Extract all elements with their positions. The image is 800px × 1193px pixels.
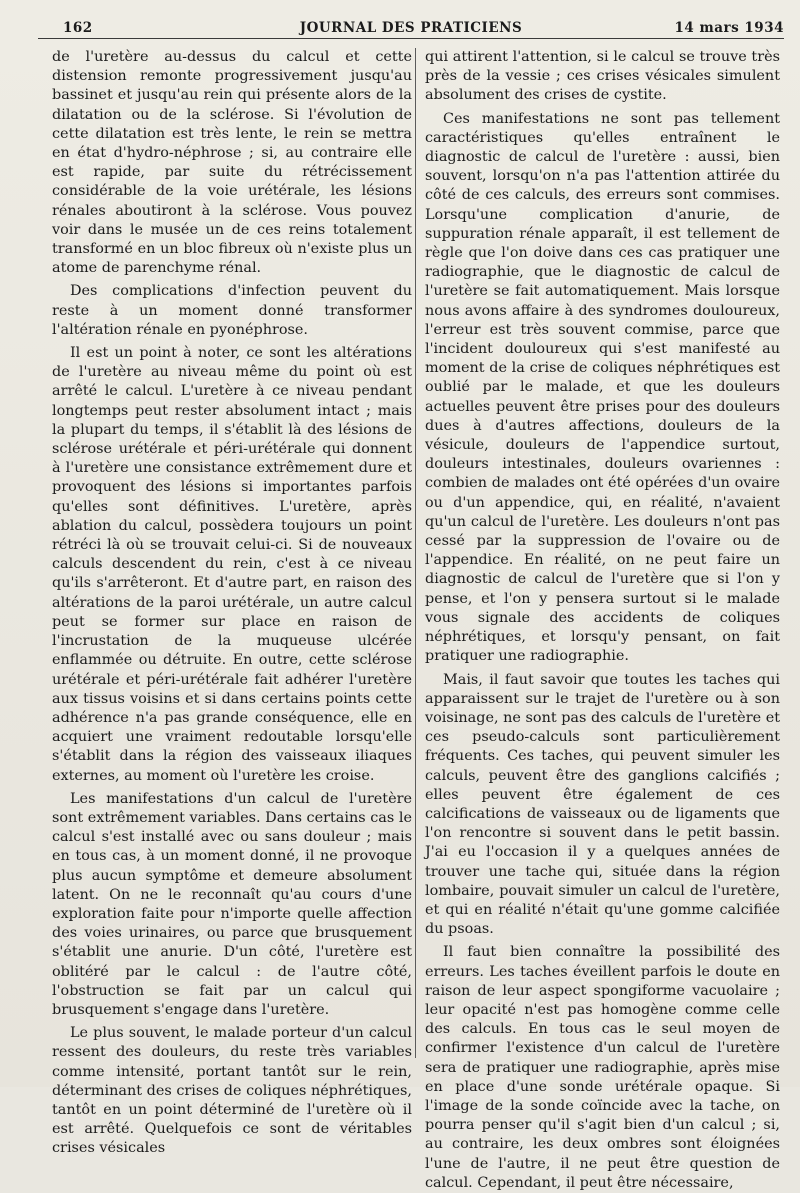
left-column [52, 48, 412, 1159]
paragraph: de l'uretère au-dessus du calcul et cette distension remonte progressivement jusqu'au bassinet et jusqu'au rein qui présente alors de la dilatation ou de la sclérose. Si l'évolution de cette dilatation est très lente, le rein se mettra en état d'hydro-néphrose ; si, au contraire elle est rapide, par suite du rétrécissement considérable de la voie urétérale, les lésions rénales aboutiront à la sclérose. Vous pouvez voir dans le musée un de ces reins totalement transformé en un bloc fibreux où n'existe plus un atome de parenchyme rénal. [52, 49, 412, 277]
paragraph: Il faut bien connaître la possibilité des erreurs. Les taches éveillent parfois le doute en raison de leur aspect spongiforme vacuolaire ; leur opacité n'est pas homogène comme celle des calculs. En tous cas le seul moyen de confirmer l'existence d'un calcul de l'uretère sera de pratiquer une radiographie, après mise en place d'une sonde urétérale opaque. Si l'image de la sonde coïncide avec la tache, on pourra penser qu'il s'agit bien d'un calcul ; si, au contraire, les deux ombres sont éloignées l'une de l'autre, il ne peut être question de calcul. Cependant, il peut être nécessaire, [425, 944, 780, 1191]
paragraph: Il est un point à noter, ce sont les altérations de l'uretère au niveau même du point où est arrêté le calcul. L'uretère à ce niveau pendant longtemps peut rester absolument intact ; mais la plupart du temps, il s'établit là des lésions de sclérose urétérale et péri-urétérale qui donnent à l'uretère une consistance extrêmement dure et provoquent des lésions si importantes parfois qu'elles sont définitives. L'uretère, après ablation du calcul, possèdera toujours un point rétréci là où se trouvait celui-ci. Si de nouveaux calculs descendent du rein, c'est à ce niveau qu'ils s'arrêteront. Et d'autre part, en raison des altérations de la paroi urétérale, un autre calcul peut se former sur place en raison de l'incrustation de la muqueuse ulcérée enflammée ou détruite. En outre, cette sclérose urétérale et péri-urétérale fait adhérer l'uretère aux tissus voisins et si dans certains points cette adhérence n'a pas grande conséquence, elle en acquiert une vraiment redoutable lorsqu'elle s'établit dans la région des vaisseaux iliaques externes, au moment où l'uretère les croise. [52, 345, 412, 784]
paragraph: Ces manifestations ne sont pas tellement caractéristiques qu'elles entraînent le diagnostic de calcul de l'uretère : aussi, bien souvent, lorsqu'on n'a pas l'attention attirée du côté de ces calculs, des erreurs sont commises. Lorsqu'une complication d'anurie, de suppuration rénale apparaît, il est tellement de règle que l'on doive dans ces cas pratiquer une radiographie, que le diagnostic de calcul de l'uretère se fait automatiquement. Mais lorsque nous avons affaire à des syndromes douloureux, l'erreur est très souvent commise, parce que l'incident douloureux qui s'est manifesté au moment de la crise de coliques néphrétiques est oublié par le malade, et que les douleurs actuelles peuvent être prises pour des douleurs dues à d'autres affections, douleurs de la vésicule, douleurs de l'appendice surtout, douleurs intestinales, douleurs ovariennes : combien de malades ont été opérées d'un ovaire ou d'un appendice, qui, en réalité, n'avaient qu'un calcul de l'uretère. Les douleurs n'ont pas cessé par la suppression de l'ovaire ou de l'appendice. En réalité, on ne peut faire un diagnostic de calcul de l'uretère que si l'on y pense, et l'on y pensera surtout si le malade vous signale des accidents de coliques néphrétiques, et lorsqu'y pensant, on fait pratiquer une radiographie. [425, 110, 780, 665]
journal-title: JOURNAL DES PRATICIENS [299, 20, 523, 36]
paragraph: Le plus souvent, le malade porteur d'un calcul ressent des douleurs, du reste très variables comme intensité, portant tantôt sur le rein, déterminant des crises de coliques néphrétiques, tantôt en un point déterminé de l'uretère où il est arrêté. Quelquefois ce sont de véritables crises vésicales [52, 1025, 412, 1157]
page-number: 162 [63, 20, 93, 36]
paragraph: qui attirent l'attention, si le calcul se trouve très près de la vessie ; ces crises vésicales simulent absolument des crises de cystite. [425, 49, 780, 104]
paragraph: Les manifestations d'un calcul de l'uretère sont extrêmement variables. Dans certains cas le calcul s'est installé avec ou sans douleur ; mais en tous cas, à un moment donné, il ne provoque plus aucun symptôme et demeure absolument latent. On ne le reconnaît qu'au cours d'une exploration faite pour n'importe quelle affection des voies urinaires, ou parce que brusquement s'établit une anurie. D'un côté, l'uretère est oblitéré par le calcul : de l'autre côté, l'obstruction se fait par un calcul qui brusquement s'engage dans l'uretère. [52, 790, 412, 1018]
column-divider [415, 48, 416, 1058]
paragraph: Mais, il faut savoir que toutes les taches qui apparaissent sur le trajet de l'uretère ou à son voisinage, ne sont pas des calculs de l'uretère et ces pseudo-calculs sont particulièrement fréquents. Ces taches, qui peuvent simuler les calculs, peuvent être des ganglions calcifiés ; elles peuvent être également de ces calcifications de vaisseaux ou de ligaments que l'on rencontre si souvent dans le petit bassin. J'ai eu l'occasion il y a quelques années de trouver une tache qui, située dans la région lombaire, pouvait simuler un calcul de l'uretère, et qui en réalité n'était qu'une gomme calcifiée du psoas. [425, 671, 780, 938]
right-column [425, 48, 780, 1193]
paragraph: Des complications d'infection peuvent du reste à un moment donné transformer l'altération rénale en pyonéphrose. [52, 283, 412, 338]
page-header [38, 18, 784, 39]
issue-date: 14 mars 1934 [674, 20, 784, 36]
